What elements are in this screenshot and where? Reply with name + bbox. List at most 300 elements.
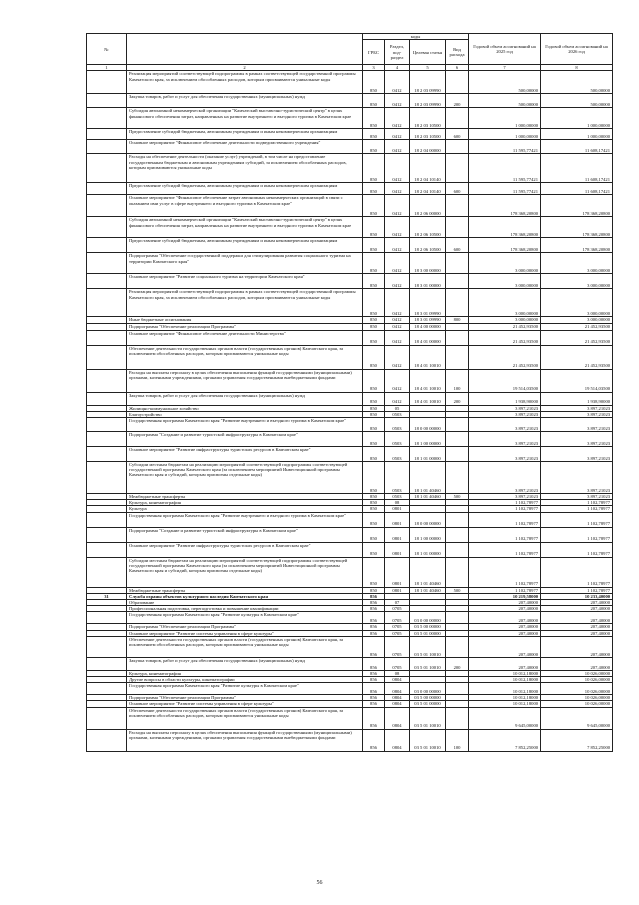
target-item-cell: 18 3 01 00000 [410, 274, 446, 289]
table-row [87, 253, 613, 274]
table-row [87, 683, 613, 695]
section-cell: 0412 [385, 274, 410, 289]
section-cell: 0412 [385, 94, 410, 108]
section-cell: 0412 [385, 238, 410, 253]
row-name-cell: Подпрограмма "Обеспечение реализации Программы" [127, 695, 363, 701]
row-name-cell: Основное мероприятие "Развитие системы управления в сфере культуры" [127, 630, 363, 636]
section-cell: 08 [385, 500, 410, 506]
expense-type-cell [446, 512, 469, 527]
amount-2025-cell: 3 897,21023 [469, 462, 541, 494]
grbs-cell: 856 [363, 707, 385, 729]
grbs-cell: 856 [363, 630, 385, 636]
grbs-cell: 850 [363, 253, 385, 274]
amount-2025-cell: 1 102,78977 [469, 506, 541, 512]
amount-2026-cell: 207,40000 [541, 600, 613, 606]
target-item-cell: 03 5 01 10010 [410, 636, 446, 657]
table-row [87, 289, 613, 317]
section-cell: 0804 [385, 677, 410, 683]
row-number-cell [87, 462, 127, 494]
row-name-cell: Служба охраны объектов культурного наследия Камчатского края [127, 593, 363, 599]
table-row [87, 140, 613, 154]
section-cell: 0804 [385, 729, 410, 751]
table-row [87, 512, 613, 527]
expense-type-cell: 800 [446, 317, 469, 323]
section-cell: 0705 [385, 657, 410, 670]
amount-2025-cell: 3 897,21023 [469, 405, 541, 411]
amount-2025-cell: 21 452,93500 [469, 330, 541, 345]
amount-2026-cell: 207,40000 [541, 630, 613, 636]
row-number-cell [87, 94, 127, 108]
section-cell: 0804 [385, 695, 410, 701]
amount-2025-cell: 1 000,00000 [469, 129, 541, 140]
row-number-cell [87, 108, 127, 129]
column-number: 3 [363, 65, 385, 71]
target-item-cell: 18 4 00 00000 [410, 323, 446, 330]
amount-2025-cell: 500,00000 [469, 94, 541, 108]
row-number-cell [87, 253, 127, 274]
table-row [87, 94, 613, 108]
amount-2025-cell: 207,40000 [469, 606, 541, 612]
row-name-cell: Предоставление субсидий бюджетным, автономным учреждениям и иным некоммерческим организациям [127, 238, 363, 253]
amount-2025-cell: 3 897,21023 [469, 494, 541, 500]
table-row [87, 108, 613, 129]
expense-type-cell [446, 432, 469, 447]
amount-2025-cell: 21 452,93500 [469, 345, 541, 369]
target-item-cell: 18 2 04 10140 [410, 183, 446, 195]
grbs-cell: 850 [363, 392, 385, 405]
target-item-cell: 18 0 00 00000 [410, 418, 446, 432]
expense-type-cell: 600 [446, 238, 469, 253]
amount-2026-cell: 9 645,00000 [541, 707, 613, 729]
row-number-cell [87, 432, 127, 447]
table-row [87, 323, 613, 330]
expense-type-cell [446, 195, 469, 217]
target-item-cell: 18 1 00 00000 [410, 527, 446, 542]
section-cell: 0412 [385, 253, 410, 274]
target-item-cell: 03 0 00 00000 [410, 683, 446, 695]
table-header [87, 34, 613, 71]
section-cell: 0801 [385, 542, 410, 557]
amount-2025-cell: 3 000,00000 [469, 274, 541, 289]
amount-2026-cell: 1 000,00000 [541, 129, 613, 140]
row-name-cell: Субсидии местным бюджетам на реализацию мероприятий соответствующей подпрограммы соответствующей государственной программы Камчатского края (за исключением мероприятий Инвестиционной программы Камчатского края и субсидий, которым присвоены отдельные коды) [127, 557, 363, 587]
amount-2026-cell: 178 368,20800 [541, 195, 613, 217]
row-number-cell [87, 154, 127, 183]
table-row [87, 447, 613, 462]
target-item-cell: 03 5 01 10010 [410, 729, 446, 751]
table-row [87, 238, 613, 253]
expense-type-cell [446, 108, 469, 129]
row-number-cell [87, 323, 127, 330]
target-item-cell: 18 1 01 00000 [410, 542, 446, 557]
expense-type-cell: 200 [446, 657, 469, 670]
row-name-cell: Расходы на выплаты персоналу в целях обеспечения выполнения функций государственными (муниципальными) органами, казенными учреждениями, органами управления государственными внебюджетными фондами [127, 729, 363, 751]
grbs-cell: 856 [363, 695, 385, 701]
section-cell: 0412 [385, 217, 410, 238]
amount-2025-cell: 1 102,78977 [469, 527, 541, 542]
table-row [87, 183, 613, 195]
row-number-cell [87, 345, 127, 369]
amount-2025-cell: 19 514,03500 [469, 369, 541, 392]
expense-type-cell: 200 [446, 94, 469, 108]
grbs-cell: 856 [363, 636, 385, 657]
section-cell: 0705 [385, 624, 410, 630]
grbs-cell: 856 [363, 657, 385, 670]
expense-type-cell [446, 683, 469, 695]
amount-2026-cell: 10 026,00000 [541, 701, 613, 707]
section-cell: 0412 [385, 345, 410, 369]
amount-2025-cell: 10 012,18000 [469, 677, 541, 683]
target-item-cell: 18 4 01 00000 [410, 330, 446, 345]
column-number: 2 [127, 65, 363, 71]
grbs-cell: 850 [363, 154, 385, 183]
row-name-cell: Подпрограмма "Обеспечение государственной поддержки для стимулирования развития социального туризма на территории Камчатского края" [127, 253, 363, 274]
grbs-cell: 850 [363, 557, 385, 587]
grbs-cell: 856 [363, 677, 385, 683]
amount-2026-cell: 3 897,21023 [541, 405, 613, 411]
expense-type-cell [446, 217, 469, 238]
section-cell: 0705 [385, 612, 410, 624]
row-number-cell [87, 217, 127, 238]
table-row [87, 557, 613, 587]
section-cell: 0804 [385, 683, 410, 695]
row-name-cell: Субсидия автономной некоммерческой организации "Камчатский выставочно-туристический центр" в целях финансового обеспечения затрат, направленных на развитие внутреннего и въездного туризма в Камчатском крае [127, 217, 363, 238]
header-year-2025: Годовой объем ассигнований на 2025 год [469, 34, 541, 65]
target-item-cell: 18 2 06 00000 [410, 195, 446, 217]
row-number-cell [87, 129, 127, 140]
row-name-cell: Подпрограмма "Обеспечение реализации Программы" [127, 323, 363, 330]
expense-type-cell: 500 [446, 494, 469, 500]
amount-2025-cell: 11 595,77421 [469, 183, 541, 195]
column-number: 8 [541, 65, 613, 71]
amount-2025-cell: 1 938,90000 [469, 392, 541, 405]
grbs-cell: 850 [363, 447, 385, 462]
amount-2026-cell: 10 026,00000 [541, 670, 613, 676]
row-name-cell: Образование [127, 600, 363, 606]
amount-2025-cell: 178 368,20800 [469, 195, 541, 217]
amount-2026-cell: 3 897,21023 [541, 411, 613, 417]
table-body [87, 71, 613, 751]
grbs-cell: 850 [363, 527, 385, 542]
amount-2025-cell: 1 102,78977 [469, 512, 541, 527]
target-item-cell: 03 5 01 10010 [410, 657, 446, 670]
grbs-cell: 850 [363, 462, 385, 494]
grbs-cell: 856 [363, 670, 385, 676]
amount-2026-cell: 7 852,25000 [541, 729, 613, 751]
amount-2025-cell: 9 645,00000 [469, 707, 541, 729]
grbs-cell: 850 [363, 217, 385, 238]
grbs-cell: 856 [363, 606, 385, 612]
grbs-cell: 850 [363, 369, 385, 392]
target-item-cell: 18 2 03 10500 [410, 108, 446, 129]
amount-2026-cell: 207,40000 [541, 624, 613, 630]
section-cell: 0412 [385, 183, 410, 195]
row-number-cell [87, 636, 127, 657]
table-row [87, 612, 613, 624]
row-number-cell [87, 729, 127, 751]
grbs-cell: 850 [363, 238, 385, 253]
grbs-cell: 850 [363, 183, 385, 195]
target-item-cell: 03 5 00 00000 [410, 624, 446, 630]
target-item-cell: 18 2 03 09990 [410, 71, 446, 94]
amount-2026-cell: 3 897,21023 [541, 432, 613, 447]
target-item-cell: 18 3 01 09990 [410, 289, 446, 317]
grbs-cell: 850 [363, 140, 385, 154]
amount-2025-cell: 3 897,21023 [469, 418, 541, 432]
amount-2026-cell: 21 452,93500 [541, 330, 613, 345]
table-row [87, 217, 613, 238]
amount-2025-cell: 7 852,25000 [469, 729, 541, 751]
row-name-cell: Культура, кинематография [127, 670, 363, 676]
section-cell: 0412 [385, 317, 410, 323]
section-cell: 0412 [385, 330, 410, 345]
grbs-cell: 850 [363, 411, 385, 417]
header-section: Раздел, под-раздел [385, 40, 410, 65]
table-row [87, 418, 613, 432]
amount-2025-cell: 207,40000 [469, 600, 541, 606]
section-cell: 0503 [385, 432, 410, 447]
section-cell: 0801 [385, 587, 410, 593]
amount-2026-cell: 11 608,17421 [541, 140, 613, 154]
target-item-cell: 18 1 01 00000 [410, 447, 446, 462]
target-item-cell: 18 2 06 10500 [410, 238, 446, 253]
expense-type-cell [446, 462, 469, 494]
grbs-cell: 850 [363, 418, 385, 432]
row-name-cell: Подпрограмма "Создание и развитие туристской инфраструктуры в Камчатском крае" [127, 432, 363, 447]
row-number-cell [87, 140, 127, 154]
grbs-cell: 850 [363, 512, 385, 527]
amount-2026-cell: 11 608,17421 [541, 183, 613, 195]
row-name-cell: Жилищно-коммунальное хозяйство [127, 405, 363, 411]
table-row [87, 657, 613, 670]
amount-2026-cell: 10 026,00000 [541, 677, 613, 683]
section-cell: 0503 [385, 447, 410, 462]
amount-2025-cell: 1 102,78977 [469, 500, 541, 506]
target-item-cell: 18 1 01 40460 [410, 494, 446, 500]
expense-type-cell [446, 289, 469, 317]
row-name-cell: Иные бюджетные ассигнования [127, 317, 363, 323]
section-cell: 0801 [385, 527, 410, 542]
expense-type-cell [446, 542, 469, 557]
table-row [87, 707, 613, 729]
header-target-item: Целевая статья [410, 40, 446, 65]
row-name-cell: Расходы на обеспечение деятельности (оказание услуг) учреждений, в том числе на предоставление государственным бюджетным и автономным учреждениям субсидий, за исключением обособленных расходов, которым присваиваются уникальные коды [127, 154, 363, 183]
amount-2026-cell: 207,40000 [541, 606, 613, 612]
target-item-cell: 03 5 01 10010 [410, 707, 446, 729]
table-row [87, 432, 613, 447]
row-name-cell: Расходы на выплаты персоналу в целях обеспечения выполнения функций государственными (муниципальными) органами, казенными учреждениями, органами управления государственными внебюджетными фондами [127, 369, 363, 392]
amount-2026-cell: 1 102,78977 [541, 542, 613, 557]
amount-2025-cell: 10 012,18000 [469, 701, 541, 707]
row-name-cell: Основное мероприятие "Финансовое обеспечение деятельности подведомственного учреждения" [127, 140, 363, 154]
section-cell: 0705 [385, 636, 410, 657]
target-item-cell: 18 2 04 10140 [410, 154, 446, 183]
amount-2025-cell: 10 012,18000 [469, 695, 541, 701]
target-item-cell: 03 5 01 00000 [410, 701, 446, 707]
expense-type-cell [446, 140, 469, 154]
grbs-cell: 856 [363, 701, 385, 707]
table-row [87, 71, 613, 94]
amount-2025-cell: 207,40000 [469, 657, 541, 670]
column-number: 4 [385, 65, 410, 71]
expense-type-cell [446, 636, 469, 657]
amount-2025-cell: 3 000,00000 [469, 289, 541, 317]
column-number: 7 [469, 65, 541, 71]
section-cell: 0412 [385, 129, 410, 140]
section-cell: 0412 [385, 369, 410, 392]
row-name-cell: Закупка товаров, работ и услуг для обеспечения государственных (муниципальных) нужд [127, 94, 363, 108]
amount-2026-cell: 207,40000 [541, 636, 613, 657]
amount-2025-cell: 1 102,78977 [469, 557, 541, 587]
row-name-cell: Культура, кинематография [127, 500, 363, 506]
grbs-cell: 850 [363, 494, 385, 500]
amount-2026-cell: 1 102,78977 [541, 587, 613, 593]
target-item-cell: 18 0 00 00000 [410, 512, 446, 527]
grbs-cell: 856 [363, 600, 385, 606]
expense-type-cell: 600 [446, 183, 469, 195]
target-item-cell: 18 2 06 10500 [410, 217, 446, 238]
amount-2025-cell: 500,00000 [469, 71, 541, 94]
section-cell: 0412 [385, 108, 410, 129]
amount-2025-cell: 10 012,18000 [469, 670, 541, 676]
row-number-cell [87, 557, 127, 587]
amount-2026-cell: 21 452,93500 [541, 323, 613, 330]
table-row [87, 527, 613, 542]
grbs-cell: 850 [363, 94, 385, 108]
target-item-cell: 18 4 01 10010 [410, 392, 446, 405]
expense-type-cell [446, 274, 469, 289]
target-item-cell: 03 5 01 00000 [410, 630, 446, 636]
row-number-cell: 31 [87, 593, 127, 599]
row-name-cell: Обеспечение деятельности государственных органов власти (государственных органов) Камчатского края, за исключением обособленных расходов, которым присваиваются уникальные коды [127, 707, 363, 729]
row-number-cell [87, 183, 127, 195]
expense-type-cell [446, 330, 469, 345]
table-row [87, 330, 613, 345]
section-cell: 0412 [385, 71, 410, 94]
grbs-cell: 850 [363, 71, 385, 94]
table-row [87, 129, 613, 140]
amount-2026-cell: 1 102,78977 [541, 557, 613, 587]
grbs-cell: 856 [363, 612, 385, 624]
row-number-cell [87, 369, 127, 392]
section-cell: 0804 [385, 701, 410, 707]
amount-2025-cell: 3 897,21023 [469, 411, 541, 417]
table-row [87, 274, 613, 289]
amount-2026-cell: 10 233,40000 [541, 593, 613, 599]
row-number-cell [87, 612, 127, 624]
amount-2025-cell: 207,40000 [469, 636, 541, 657]
row-name-cell: Подпрограмма "Создание и развитие туристской инфраструктуры в Камчатском крае" [127, 527, 363, 542]
amount-2025-cell: 11 595,77421 [469, 154, 541, 183]
expense-type-cell [446, 527, 469, 542]
grbs-cell: 856 [363, 683, 385, 695]
row-number-cell [87, 274, 127, 289]
amount-2025-cell: 178 368,20800 [469, 238, 541, 253]
amount-2026-cell: 178 368,20800 [541, 238, 613, 253]
grbs-cell: 856 [363, 729, 385, 751]
header-codes: коды [363, 34, 469, 40]
row-name-cell: Другие вопросы в области культуры, кинематографии [127, 677, 363, 683]
amount-2025-cell: 207,40000 [469, 624, 541, 630]
row-name-cell: Государственная программа Камчатского края "Развитие внутреннего и въездного туризма в Камчатском крае" [127, 418, 363, 432]
header-grbs: ГРБС [363, 40, 385, 65]
target-item-cell: 18 1 01 40460 [410, 462, 446, 494]
row-number-cell [87, 418, 127, 432]
section-cell: 0412 [385, 323, 410, 330]
header-year-2026: Годовой объем ассигнований на 2026 год [541, 34, 613, 65]
amount-2026-cell: 3 897,21023 [541, 462, 613, 494]
amount-2025-cell: 3 897,21023 [469, 432, 541, 447]
amount-2025-cell: 11 595,77421 [469, 140, 541, 154]
row-name-cell: Реализация мероприятий соответствующей подпрограммы в рамках соответствующей государственной программы Камчатского края, за исключением обособленных расходов, которым присваиваются уникальные коды [127, 289, 363, 317]
grbs-cell: 850 [363, 317, 385, 323]
table-row [87, 729, 613, 751]
row-number-cell [87, 330, 127, 345]
table-row [87, 636, 613, 657]
row-name-cell: Государственная программа Камчатского края "Развитие внутреннего и въездного туризма в Камчатском крае" [127, 512, 363, 527]
amount-2026-cell: 21 452,93500 [541, 345, 613, 369]
row-name-cell: Предоставление субсидий бюджетным, автономным учреждениям и иным некоммерческим организациям [127, 183, 363, 195]
row-name-cell: Государственная программа Камчатского края "Развитие культуры в Камчатском крае" [127, 612, 363, 624]
row-name-cell: Профессиональная подготовка, переподготовка и повышение квалификации [127, 606, 363, 612]
amount-2025-cell: 10 012,18000 [469, 683, 541, 695]
row-name-cell: Основное мероприятие "Финансовое обеспечение затрат автономных некоммерческих организаций в связи с оказанием ими услуг в сфере внутреннего и въездного туризма в Камчатском крае" [127, 195, 363, 217]
row-number-cell [87, 542, 127, 557]
row-name-cell: Закупка товаров, работ и услуг для обеспечения государственных (муниципальных) нужд [127, 657, 363, 670]
amount-2026-cell: 3 000,00000 [541, 289, 613, 317]
target-item-cell: 18 1 01 40460 [410, 557, 446, 587]
table-row [87, 542, 613, 557]
row-name-cell: Основное мероприятие "Развитие инфраструктуры туристских ресурсов в Камчатском крае" [127, 542, 363, 557]
target-item-cell: 18 1 00 00000 [410, 432, 446, 447]
header-number: № [87, 34, 127, 65]
row-name-cell: Закупка товаров, работ и услуг для обеспечения государственных (муниципальных) нужд [127, 392, 363, 405]
amount-2026-cell: 1 102,78977 [541, 527, 613, 542]
row-number-cell [87, 707, 127, 729]
row-number-cell [87, 71, 127, 94]
budget-table [86, 33, 613, 752]
expense-type-cell: 500 [446, 587, 469, 593]
target-item-cell: 18 4 01 10010 [410, 345, 446, 369]
target-item-cell: 18 2 03 09990 [410, 94, 446, 108]
expense-type-cell [446, 71, 469, 94]
grbs-cell: 850 [363, 108, 385, 129]
table-row [87, 154, 613, 183]
target-item-cell: 03 5 00 00000 [410, 695, 446, 701]
amount-2026-cell: 10 026,00000 [541, 683, 613, 695]
amount-2026-cell: 11 608,17421 [541, 154, 613, 183]
section-cell: 0503 [385, 494, 410, 500]
target-item-cell: 18 3 00 00000 [410, 253, 446, 274]
amount-2025-cell: 178 368,20800 [469, 217, 541, 238]
expense-type-cell [446, 323, 469, 330]
expense-type-cell [446, 418, 469, 432]
expense-type-cell: 600 [446, 129, 469, 140]
amount-2025-cell: 10 219,58000 [469, 593, 541, 599]
row-number-cell [87, 195, 127, 217]
column-number: 6 [446, 65, 469, 71]
section-cell: 0503 [385, 418, 410, 432]
row-number-cell [87, 527, 127, 542]
column-number: 1 [87, 65, 127, 71]
amount-2026-cell: 178 368,20800 [541, 217, 613, 238]
expense-type-cell [446, 154, 469, 183]
row-name-cell: Основное мероприятие "Развитие социального туризма на территории Камчатского края" [127, 274, 363, 289]
row-name-cell: Основное мероприятие "Развитие инфраструктуры туристских ресурсов в Камчатском крае" [127, 447, 363, 462]
row-number-cell [87, 683, 127, 695]
row-name-cell: Межбюджетные трансферты [127, 494, 363, 500]
row-name-cell: Основное мероприятие "Финансовое обеспечение деятельности Министерства" [127, 330, 363, 345]
